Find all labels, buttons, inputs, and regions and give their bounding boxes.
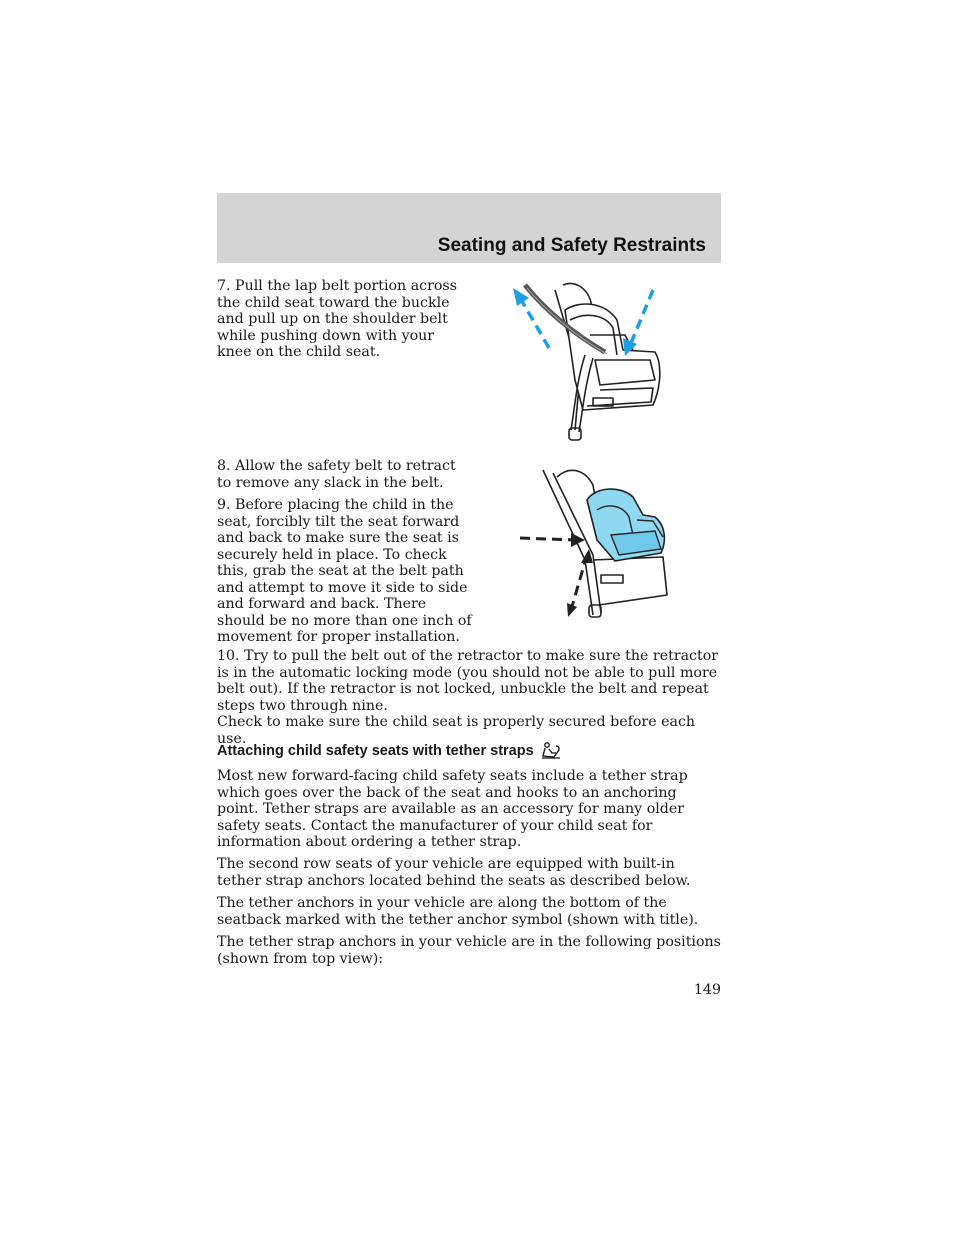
step-10-text: 10. Try to pull the belt out of the retractor to make sure the retractor is in the automatic locking mode (you should not be able to pull more belt out). If the retractor is not locked, unbuckle the belt and repeat steps two through nine. (217, 648, 719, 714)
tether-section-heading (217, 742, 562, 760)
step-8-text: 8. Allow the safety belt to retract to remove any slack in the belt. (217, 458, 456, 491)
step-9-text: 9. Before placing the child in the seat, forcibly tilt the seat forward and back to make sure the seat is securely held in place. To check this, grab the seat at the belt path and attempt to move it side to side and forward and back. There should be no more than one inch of movement for proper installation. (217, 497, 472, 645)
tether-paragraph-4: The tether strap anchors in your vehicle are in the following positions (shown from top view): (217, 934, 721, 967)
tether-paragraph-2: The second row seats of your vehicle are equipped with built-in tether strap anchors located behind the seats as described below. (217, 856, 691, 889)
tether-heading-text: Attaching child safety seats with tether straps (217, 743, 534, 759)
section-title: Seating and Safety Restraints (437, 235, 706, 256)
tether-paragraph-1: Most new forward-facing child safety seats include a tether strap which goes over the back of the seat and hooks to an anchoring point. Tether straps are available as an accessory for many older safety seats. Contact the manufacturer of your child seat for information about ordering a tether strap. (217, 768, 688, 850)
child-seat-belt-tighten-illustration (505, 280, 670, 445)
tether-anchor-symbol-icon (540, 742, 562, 760)
section-header (217, 193, 721, 263)
tether-paragraph-3: The tether anchors in your vehicle are along the bottom of the seatback marked with the tether anchor symbol (shown with title). (217, 895, 699, 928)
step-7-text: 7. Pull the lap belt portion across the child seat toward the buckle and pull up on the shoulder belt while pushing down with your knee on the child seat. (217, 278, 457, 360)
child-seat-movement-check-illustration (515, 465, 675, 625)
check-secured-text: Check to make sure the child seat is properly secured before each use. (217, 714, 696, 747)
page-number: 149 (693, 982, 721, 998)
